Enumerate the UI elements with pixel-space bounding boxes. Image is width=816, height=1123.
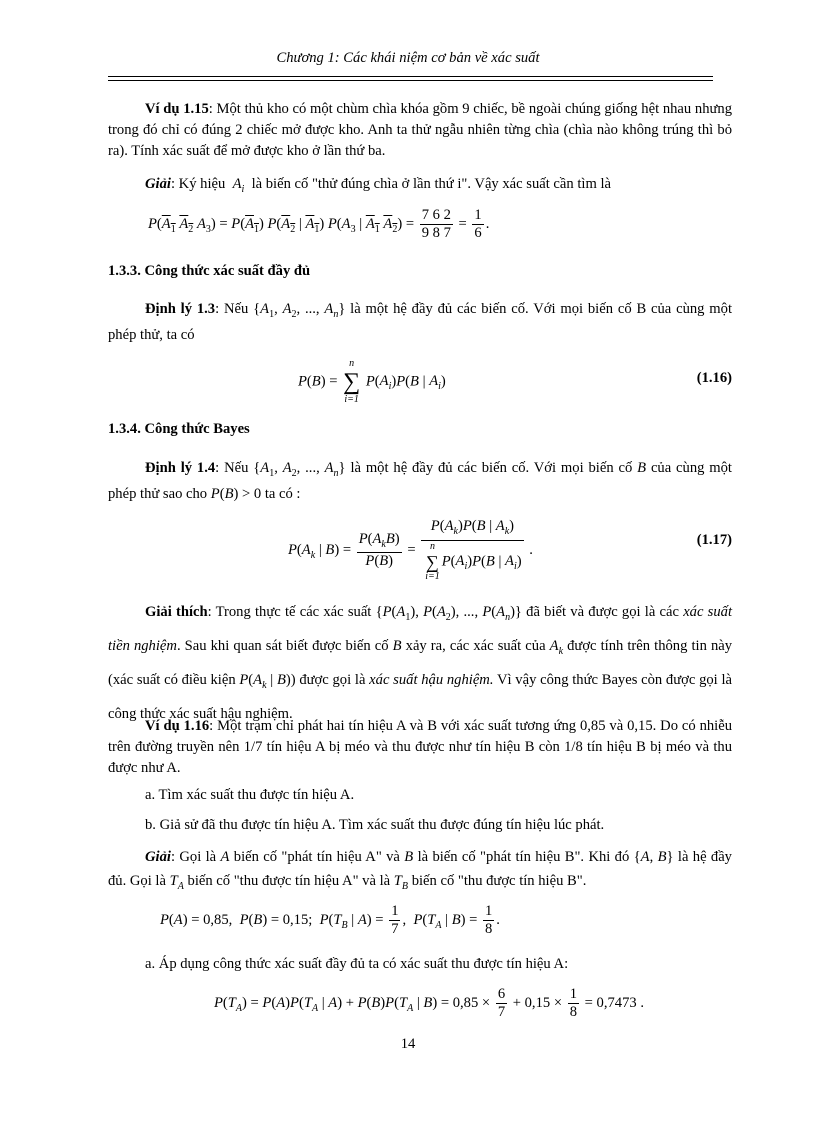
example-label: Ví dụ 1.15 bbox=[145, 101, 209, 117]
example-1-15: Ví dụ 1.15: Một thủ kho có một chùm chìa khóa gồm 9 chiếc, bề ngoài chúng giống hệt nhau nhưng trong đó chỉ có đúng 2 chiếc mở được kho. Anh ta thử ngẫu nhiên từng chìa (chìa nào không trúng thì bỏ ra). Tính xác suất để mở được kho ở lần thứ ba. bbox=[108, 101, 732, 159]
example-1-16-solution: Giải: Gọi là A biến cố "phát tín hiệu A" và B là biến cố "phát tín hiệu B". Khi đó {A, B} là hệ đầy đủ. Gọi là $T_A$ biến cố "thu được tín hiệu A" và là $T_B$ biến cố "thu được tín hiệu B". bbox=[108, 849, 732, 892]
example-1-16-item-b: b. Giả sử đã thu được tín hiệu A. Tìm xác suất thu được đúng tín hiệu lúc phát. bbox=[145, 817, 605, 833]
header-rule-top bbox=[108, 76, 713, 77]
equation-1-16: P(B) = n ∑ i=1 $P(A_i)P(B$ | $A_i$) bbox=[298, 358, 446, 405]
theorem-1-3: Định lý 1.3: Nếu {$A_1$, $A_2$, ..., $A_n$} là một hệ đầy đủ các biến cố. Với mọi biến cố B của cùng một phép thử, ta có bbox=[108, 301, 733, 343]
page-header: Chương 1: Các khái niệm cơ bản về xác suất bbox=[276, 50, 540, 66]
example-1-16-item-a: a. Tìm xác suất thu được tín hiệu A. bbox=[145, 787, 355, 803]
example-1-16: Ví dụ 1.16: Một trạm chỉ phát hai tín hiệu A và B với xác suất tương ứng 0,85 và 0,15. Do có nhiễu trên đường truyền nên 1/7 tín hiệu A bị méo và thu được như tín hiệu B còn 1/8 tín hiệu B bị méo và thu được như A. bbox=[108, 718, 733, 776]
equation-1-17: $P(A_k$ | B) = $\frac{P(A_kB)}{P(B)}$ = $P(A_k)P(B$ | $A_k$) n ∑ i=1 $P(A_i)P(B$ | $A_i$) . bbox=[288, 518, 533, 582]
section-title-1-3-3: 1.3.3. Công thức xác suất đầy đủ bbox=[108, 263, 311, 279]
page-number: 14 bbox=[400, 1036, 416, 1052]
equation-number-1-16: (1.16) bbox=[696, 370, 732, 386]
example-1-16-apply: a. Áp dụng công thức xác suất đầy đủ ta có xác suất thu được tín hiệu A: bbox=[145, 956, 569, 972]
equation-example-1-15: $P(A_1$ $A_2$ $A_3) = P(A_1)$ $P(A_2$ | $A_1$) $P(A_3$ | $A_1$ $A_2$) = $\frac{7 6 2}{9 8 7}$ = $\frac{1}{6}$ . bbox=[148, 207, 490, 241]
bayes-explanation: Giải thích: Trong thực tế các xác suất {$P(A_1)$, $P(A_2)$, ..., $P(A_n)$} đã biết và được gọi là các xác suất tiền nghiệm. Sau khi quan sát biết được biến cố B xảy ra, các xác suất của $A_k$ được tính trên thông tin này (xác suất có điều kiện $P(A_k$ | B)) được gọi là xác suất hậu nghiệm. Vì vậy công thức Bayes còn được gọi là công thức xác suất hậu nghiệm. bbox=[108, 604, 733, 722]
example-1-15-solution: Giải: Ký hiệu $A_i$ là biến cố "thử đúng chìa ở lần thứ i". Vậy xác suất cần tìm là bbox=[145, 176, 611, 195]
equation-given-probabilities: P(A) = 0,85, P(B) = 0,15; $P(T_B$ | A) = $\frac{1}{7}$ , $P(T_A$ | B) = $\frac{1}{8}$ . bbox=[160, 903, 500, 937]
section-title-1-3-4: 1.3.4. Công thức Bayes bbox=[108, 421, 250, 437]
header-rule-bottom bbox=[108, 80, 713, 81]
equation-number-1-17: (1.17) bbox=[696, 532, 732, 548]
equation-total-probability-ta: $P(T_A) = P(A)P(T_A$ | $A) + P(B)P(T_A$ | B) = 0,85 × $\frac{6}{7}$ + 0,15 × $\frac{1}{8}$ = 0,7473 . bbox=[214, 986, 644, 1020]
theorem-1-4: Định lý 1.4: Nếu {$A_1$, $A_2$, ..., $A_n$} là một hệ đầy đủ các biến cố. Với mọi biến cố B của cùng một phép thử sao cho P(B) > 0 ta có : bbox=[108, 460, 732, 502]
